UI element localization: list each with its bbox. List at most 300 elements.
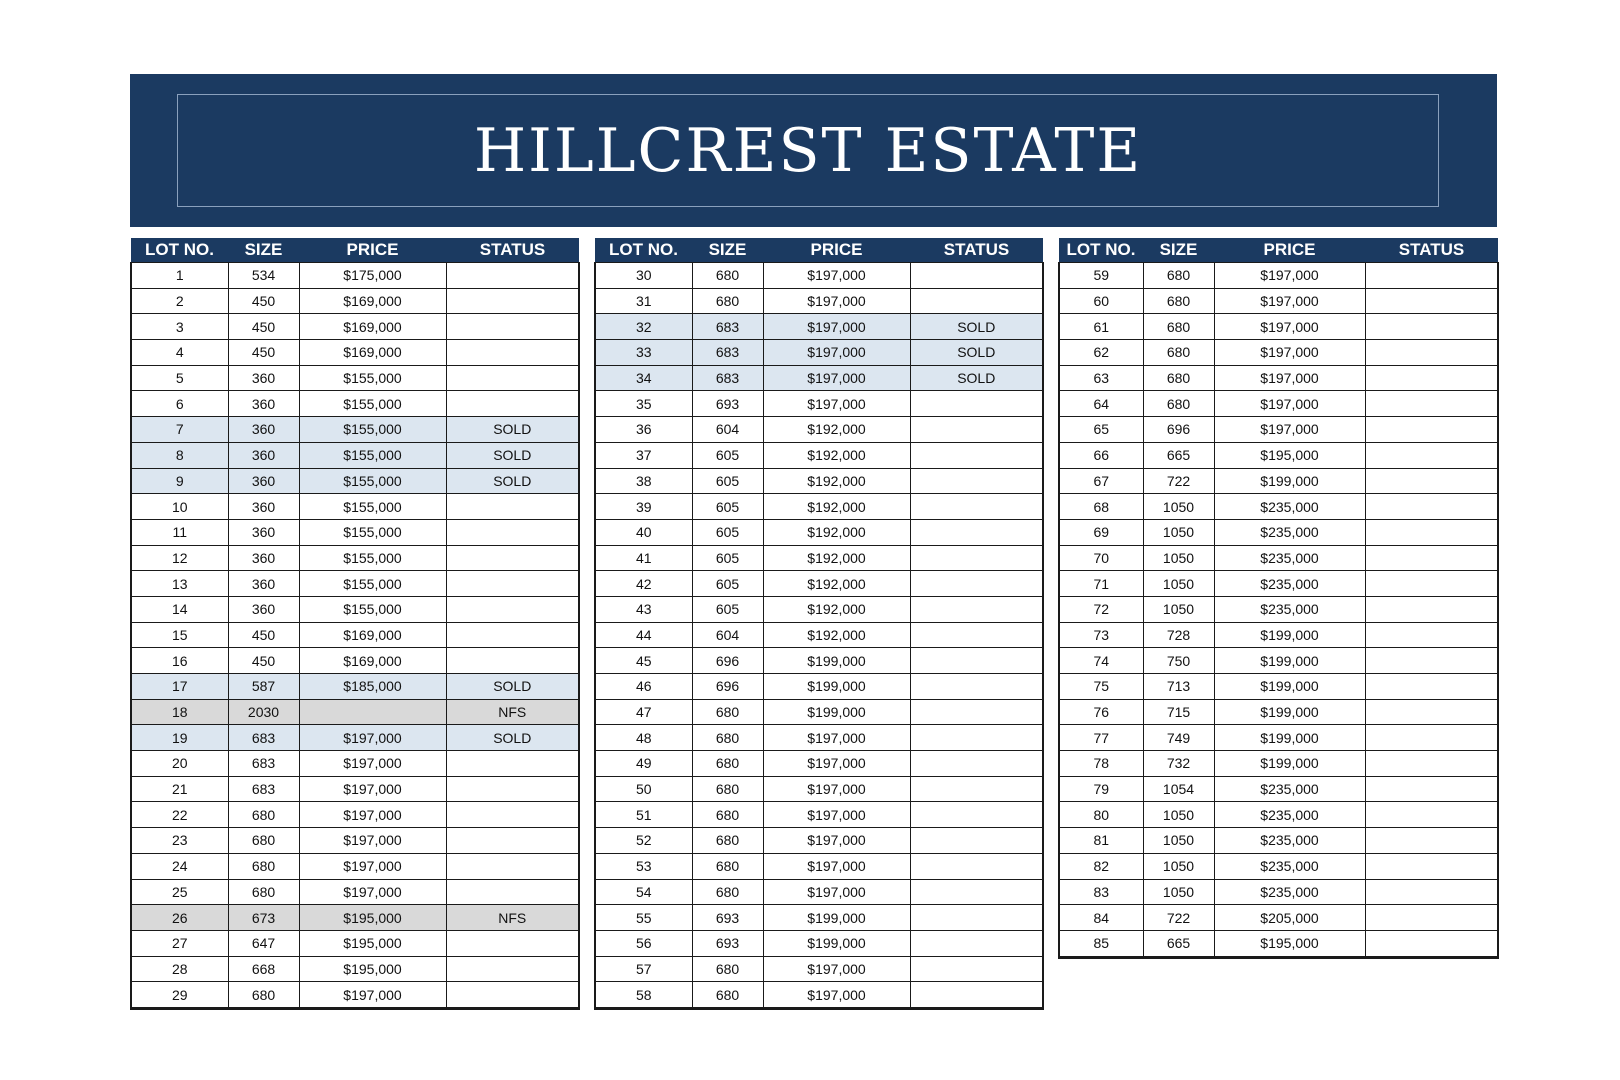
table-row — [131, 417, 579, 443]
size-cell: 696 — [692, 648, 763, 674]
table-row — [1059, 494, 1498, 520]
lot-number-cell: 80 — [1059, 802, 1143, 828]
price-cell: $192,000 — [763, 417, 910, 443]
header-price: PRICE — [763, 238, 910, 263]
size-cell: 680 — [692, 828, 763, 854]
price-cell: $155,000 — [299, 442, 446, 468]
table-row — [595, 494, 1043, 520]
size-cell: 1050 — [1143, 853, 1214, 879]
page-title: HILLCREST ESTATE — [473, 115, 1143, 186]
status-cell — [910, 699, 1043, 725]
size-cell: 732 — [1143, 751, 1214, 777]
status-cell — [1365, 545, 1498, 571]
lot-number-cell: 57 — [595, 956, 692, 982]
lot-number-cell: 35 — [595, 391, 692, 417]
lot-number-cell: 42 — [595, 571, 692, 597]
header-size: SIZE — [1143, 238, 1214, 263]
table-row — [595, 442, 1043, 468]
price-cell: $197,000 — [763, 956, 910, 982]
status-cell — [910, 905, 1043, 931]
size-cell: 750 — [1143, 648, 1214, 674]
price-cell: $197,000 — [1214, 417, 1365, 443]
price-cell: $197,000 — [1214, 263, 1365, 289]
size-cell: 360 — [228, 365, 299, 391]
size-cell: 450 — [228, 340, 299, 366]
lot-number-cell: 22 — [131, 802, 228, 828]
size-cell: 680 — [1143, 365, 1214, 391]
table-row — [131, 596, 579, 622]
price-cell: $197,000 — [763, 314, 910, 340]
lot-number-cell: 19 — [131, 725, 228, 751]
size-cell: 605 — [692, 596, 763, 622]
lot-number-cell: 78 — [1059, 751, 1143, 777]
size-cell: 450 — [228, 622, 299, 648]
status-cell — [1365, 802, 1498, 828]
status-cell — [910, 519, 1043, 545]
price-cell: $169,000 — [299, 288, 446, 314]
status-cell — [1365, 879, 1498, 905]
price-cell: $175,000 — [299, 263, 446, 289]
size-cell: 605 — [692, 571, 763, 597]
lot-number-cell: 52 — [595, 828, 692, 854]
price-cell: $199,000 — [1214, 674, 1365, 700]
status-cell: SOLD — [910, 314, 1043, 340]
table-row — [1059, 596, 1498, 622]
lot-number-cell: 64 — [1059, 391, 1143, 417]
lot-number-cell: 27 — [131, 930, 228, 956]
lot-number-cell: 41 — [595, 545, 692, 571]
header-size: SIZE — [228, 238, 299, 263]
lot-number-cell: 30 — [595, 263, 692, 289]
price-cell: $192,000 — [763, 468, 910, 494]
lot-number-cell: 51 — [595, 802, 692, 828]
price-cell: $235,000 — [1214, 802, 1365, 828]
table-row — [595, 519, 1043, 545]
table-row — [1059, 905, 1498, 931]
lot-number-cell: 79 — [1059, 776, 1143, 802]
price-cell: $197,000 — [763, 288, 910, 314]
table-row — [131, 468, 579, 494]
status-cell — [446, 622, 579, 648]
lot-number-cell: 14 — [131, 596, 228, 622]
size-cell: 450 — [228, 314, 299, 340]
size-cell: 680 — [1143, 288, 1214, 314]
status-cell — [1365, 725, 1498, 751]
status-cell: SOLD — [446, 468, 579, 494]
table-row — [1059, 622, 1498, 648]
price-cell: $197,000 — [299, 751, 446, 777]
price-cell: $197,000 — [763, 751, 910, 777]
price-cell: $155,000 — [299, 545, 446, 571]
status-cell — [1365, 442, 1498, 468]
price-cell: $195,000 — [299, 930, 446, 956]
lot-number-cell: 25 — [131, 879, 228, 905]
price-cell: $197,000 — [1214, 365, 1365, 391]
size-cell: 680 — [1143, 340, 1214, 366]
lot-number-cell: 50 — [595, 776, 692, 802]
price-cell: $235,000 — [1214, 879, 1365, 905]
table-row — [595, 674, 1043, 700]
table-row — [131, 853, 579, 879]
price-cell: $195,000 — [299, 905, 446, 931]
size-cell: 360 — [228, 494, 299, 520]
table-row — [1059, 674, 1498, 700]
status-cell — [910, 468, 1043, 494]
price-cell: $235,000 — [1214, 571, 1365, 597]
price-cell: $197,000 — [763, 725, 910, 751]
table-row — [1059, 417, 1498, 443]
status-cell — [1365, 494, 1498, 520]
lots-table-1 — [130, 238, 580, 1008]
lot-number-cell: 29 — [131, 982, 228, 1008]
table-row — [131, 828, 579, 854]
size-cell: 683 — [228, 751, 299, 777]
price-cell: $235,000 — [1214, 545, 1365, 571]
size-cell: 605 — [692, 519, 763, 545]
lot-number-cell: 11 — [131, 519, 228, 545]
status-cell — [1365, 648, 1498, 674]
table-row — [595, 648, 1043, 674]
size-cell: 605 — [692, 468, 763, 494]
lot-number-cell: 73 — [1059, 622, 1143, 648]
status-cell — [1365, 596, 1498, 622]
table-row — [1059, 340, 1498, 366]
table-row — [595, 879, 1043, 905]
size-cell: 680 — [1143, 314, 1214, 340]
price-cell: $192,000 — [763, 545, 910, 571]
lot-number-cell: 47 — [595, 699, 692, 725]
lot-number-cell: 24 — [131, 853, 228, 879]
size-cell: 683 — [228, 776, 299, 802]
status-cell — [1365, 751, 1498, 777]
price-cell: $235,000 — [1214, 828, 1365, 854]
lot-number-cell: 34 — [595, 365, 692, 391]
header-lot-no: LOT NO. — [595, 238, 692, 263]
lot-number-cell: 75 — [1059, 674, 1143, 700]
size-cell: 1050 — [1143, 879, 1214, 905]
size-cell: 673 — [228, 905, 299, 931]
lot-number-cell: 12 — [131, 545, 228, 571]
price-cell: $197,000 — [763, 365, 910, 391]
size-cell: 1050 — [1143, 519, 1214, 545]
table-row — [595, 725, 1043, 751]
price-cell: $197,000 — [763, 802, 910, 828]
lot-number-cell: 83 — [1059, 879, 1143, 905]
status-cell — [910, 417, 1043, 443]
size-cell: 715 — [1143, 699, 1214, 725]
status-cell — [910, 494, 1043, 520]
price-cell — [299, 699, 446, 725]
price-cell: $197,000 — [763, 776, 910, 802]
price-cell: $197,000 — [763, 391, 910, 417]
size-cell: 665 — [1143, 442, 1214, 468]
table-row — [595, 596, 1043, 622]
lot-number-cell: 54 — [595, 879, 692, 905]
price-cell: $199,000 — [763, 905, 910, 931]
lot-number-cell: 49 — [595, 751, 692, 777]
price-cell: $199,000 — [763, 930, 910, 956]
lot-number-cell: 59 — [1059, 263, 1143, 289]
price-cell: $199,000 — [1214, 648, 1365, 674]
size-cell: 683 — [692, 365, 763, 391]
status-cell — [1365, 519, 1498, 545]
header-status: STATUS — [446, 238, 579, 263]
price-cell: $155,000 — [299, 365, 446, 391]
size-cell: 605 — [692, 494, 763, 520]
price-cell: $195,000 — [299, 956, 446, 982]
table-row — [1059, 442, 1498, 468]
size-cell: 680 — [228, 802, 299, 828]
table-row — [1059, 314, 1498, 340]
lot-number-cell: 20 — [131, 751, 228, 777]
table-row — [595, 828, 1043, 854]
table-row — [1059, 365, 1498, 391]
lot-number-cell: 10 — [131, 494, 228, 520]
size-cell: 360 — [228, 391, 299, 417]
table-row — [595, 545, 1043, 571]
status-cell — [446, 828, 579, 854]
price-cell: $185,000 — [299, 674, 446, 700]
table-row — [1059, 263, 1498, 289]
size-cell: 665 — [1143, 930, 1214, 956]
size-cell: 696 — [692, 674, 763, 700]
lot-number-cell: 69 — [1059, 519, 1143, 545]
size-cell: 360 — [228, 545, 299, 571]
table-row — [131, 365, 579, 391]
status-cell — [446, 596, 579, 622]
price-cell: $199,000 — [763, 648, 910, 674]
size-cell: 450 — [228, 288, 299, 314]
size-cell: 1050 — [1143, 494, 1214, 520]
size-cell: 450 — [228, 648, 299, 674]
table-row — [595, 468, 1043, 494]
price-cell: $192,000 — [763, 622, 910, 648]
price-cell: $192,000 — [763, 442, 910, 468]
price-cell: $197,000 — [1214, 391, 1365, 417]
status-cell — [910, 622, 1043, 648]
price-cell: $197,000 — [299, 982, 446, 1008]
table-row — [131, 494, 579, 520]
status-cell — [1365, 930, 1498, 956]
lot-number-cell: 62 — [1059, 340, 1143, 366]
size-cell: 680 — [228, 982, 299, 1008]
price-cell: $197,000 — [763, 340, 910, 366]
price-cell: $199,000 — [1214, 468, 1365, 494]
table-row — [595, 905, 1043, 931]
lot-number-cell: 37 — [595, 442, 692, 468]
size-cell: 2030 — [228, 699, 299, 725]
table-row — [1059, 468, 1498, 494]
price-cell: $197,000 — [763, 828, 910, 854]
price-cell: $197,000 — [1214, 340, 1365, 366]
lot-number-cell: 9 — [131, 468, 228, 494]
status-cell — [446, 930, 579, 956]
price-cell: $192,000 — [763, 494, 910, 520]
size-cell: 360 — [228, 519, 299, 545]
price-cell: $192,000 — [763, 596, 910, 622]
table-row — [131, 930, 579, 956]
size-cell: 683 — [692, 340, 763, 366]
lot-number-cell: 13 — [131, 571, 228, 597]
header-price: PRICE — [299, 238, 446, 263]
table-row — [131, 545, 579, 571]
price-cell: $192,000 — [763, 519, 910, 545]
size-cell: 680 — [692, 725, 763, 751]
status-cell — [1365, 314, 1498, 340]
status-cell — [910, 853, 1043, 879]
table-row — [131, 802, 579, 828]
status-cell — [446, 853, 579, 879]
price-cell: $197,000 — [1214, 288, 1365, 314]
table-row — [1059, 751, 1498, 777]
lot-number-cell: 6 — [131, 391, 228, 417]
lot-number-cell: 63 — [1059, 365, 1143, 391]
lot-number-cell: 48 — [595, 725, 692, 751]
status-cell: NFS — [446, 699, 579, 725]
lot-number-cell: 3 — [131, 314, 228, 340]
price-cell: $235,000 — [1214, 519, 1365, 545]
header-status: STATUS — [1365, 238, 1498, 263]
lots-table-3 — [1058, 238, 1499, 957]
lot-number-cell: 17 — [131, 674, 228, 700]
lot-number-cell: 36 — [595, 417, 692, 443]
status-cell — [446, 519, 579, 545]
status-cell — [910, 391, 1043, 417]
price-cell: $155,000 — [299, 417, 446, 443]
table-row — [131, 519, 579, 545]
table-row — [595, 699, 1043, 725]
table-row — [1059, 391, 1498, 417]
status-cell — [1365, 365, 1498, 391]
lots-body-3 — [1059, 263, 1498, 957]
table-row — [131, 982, 579, 1008]
table-row — [595, 391, 1043, 417]
table-row — [131, 288, 579, 314]
lot-number-cell: 23 — [131, 828, 228, 854]
status-cell — [910, 725, 1043, 751]
status-cell — [910, 956, 1043, 982]
size-cell: 1050 — [1143, 596, 1214, 622]
size-cell: 534 — [228, 263, 299, 289]
table-row — [595, 853, 1043, 879]
lot-number-cell: 31 — [595, 288, 692, 314]
lot-number-cell: 53 — [595, 853, 692, 879]
table-row — [1059, 879, 1498, 905]
table-row — [595, 956, 1043, 982]
table-row — [595, 751, 1043, 777]
table-row — [131, 956, 579, 982]
lot-number-cell: 77 — [1059, 725, 1143, 751]
size-cell: 683 — [228, 725, 299, 751]
size-cell: 693 — [692, 391, 763, 417]
size-cell: 360 — [228, 596, 299, 622]
lot-number-cell: 1 — [131, 263, 228, 289]
size-cell: 680 — [692, 751, 763, 777]
table-row — [131, 879, 579, 905]
price-cell: $169,000 — [299, 314, 446, 340]
title-banner — [130, 74, 1497, 227]
status-cell — [446, 365, 579, 391]
size-cell: 680 — [692, 956, 763, 982]
size-cell: 713 — [1143, 674, 1214, 700]
price-cell: $197,000 — [763, 879, 910, 905]
price-cell: $197,000 — [763, 853, 910, 879]
status-cell — [446, 340, 579, 366]
lot-number-cell: 21 — [131, 776, 228, 802]
lot-number-cell: 8 — [131, 442, 228, 468]
status-cell — [1365, 776, 1498, 802]
status-cell — [1365, 828, 1498, 854]
lot-number-cell: 76 — [1059, 699, 1143, 725]
status-cell — [446, 956, 579, 982]
price-cell: $199,000 — [1214, 725, 1365, 751]
size-cell: 360 — [228, 468, 299, 494]
size-cell: 360 — [228, 571, 299, 597]
status-cell — [910, 648, 1043, 674]
status-cell — [910, 571, 1043, 597]
lot-number-cell: 28 — [131, 956, 228, 982]
price-cell: $197,000 — [299, 828, 446, 854]
lots-table-2 — [594, 238, 1044, 1008]
size-cell: 749 — [1143, 725, 1214, 751]
status-cell: SOLD — [446, 725, 579, 751]
header-size: SIZE — [692, 238, 763, 263]
lot-number-cell: 43 — [595, 596, 692, 622]
price-cell: $195,000 — [1214, 442, 1365, 468]
lot-number-cell: 65 — [1059, 417, 1143, 443]
table-row — [131, 340, 579, 366]
size-cell: 680 — [692, 699, 763, 725]
price-cell: $199,000 — [763, 699, 910, 725]
table-row — [131, 571, 579, 597]
price-cell: $155,000 — [299, 519, 446, 545]
status-cell — [910, 828, 1043, 854]
status-cell — [910, 674, 1043, 700]
status-cell — [910, 545, 1043, 571]
lot-number-cell: 56 — [595, 930, 692, 956]
lot-number-cell: 45 — [595, 648, 692, 674]
table-row — [131, 648, 579, 674]
table-row — [595, 930, 1043, 956]
price-cell: $199,000 — [1214, 622, 1365, 648]
price-cell: $169,000 — [299, 340, 446, 366]
status-cell — [910, 596, 1043, 622]
price-cell: $199,000 — [763, 674, 910, 700]
table-row — [595, 776, 1043, 802]
lots-panel-3 — [1058, 238, 1499, 959]
lot-number-cell: 58 — [595, 982, 692, 1008]
lots-body-1 — [131, 263, 579, 1008]
status-cell: SOLD — [446, 674, 579, 700]
price-cell: $197,000 — [299, 879, 446, 905]
lot-number-cell: 67 — [1059, 468, 1143, 494]
size-cell: 680 — [692, 776, 763, 802]
lot-number-cell: 7 — [131, 417, 228, 443]
status-cell — [1365, 622, 1498, 648]
table-row — [131, 263, 579, 289]
table-row — [131, 776, 579, 802]
price-cell: $155,000 — [299, 391, 446, 417]
status-cell — [446, 571, 579, 597]
lot-number-cell: 39 — [595, 494, 692, 520]
table-row — [595, 365, 1043, 391]
status-cell — [1365, 699, 1498, 725]
status-cell — [1365, 468, 1498, 494]
price-cell: $197,000 — [299, 853, 446, 879]
size-cell: 728 — [1143, 622, 1214, 648]
lot-number-cell: 26 — [131, 905, 228, 931]
status-cell — [910, 442, 1043, 468]
